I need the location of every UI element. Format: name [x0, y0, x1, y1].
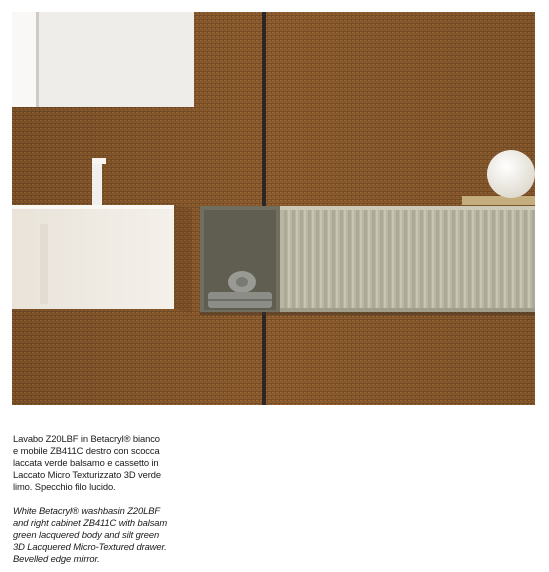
- caption-line: and right cabinet ZB411C with balsam: [13, 517, 168, 528]
- shelf: [462, 196, 535, 205]
- caption-line: laccata verde balsamo e cassetto in: [13, 457, 159, 468]
- caption-line: limo. Specchio filo lucido.: [13, 481, 116, 492]
- caption-english: [13, 505, 213, 565]
- caption-line: White Betacryl® washbasin Z20LBF: [13, 505, 160, 516]
- caption-line: Laccato Micro Texturizzato 3D verde: [13, 469, 161, 480]
- lamp: [487, 150, 535, 198]
- washbasin: [12, 205, 192, 313]
- cabinet-open-compartment: [200, 206, 280, 312]
- cabinet-drawer: [280, 206, 535, 312]
- faucet: [92, 158, 102, 206]
- caption-line: e mobile ZB411C destro con scocca: [13, 445, 160, 456]
- mirror: [12, 12, 194, 107]
- caption-italian: [13, 433, 213, 493]
- caption-line: 3D Lacquered Micro-Textured drawer.: [13, 541, 167, 552]
- caption-line: Bevelled edge mirror.: [13, 553, 100, 564]
- product-photo: [12, 12, 535, 405]
- caption-line: Lavabo Z20LBF in Betacryl® bianco: [13, 433, 160, 444]
- caption-line: green lacquered body and silt green: [13, 529, 160, 540]
